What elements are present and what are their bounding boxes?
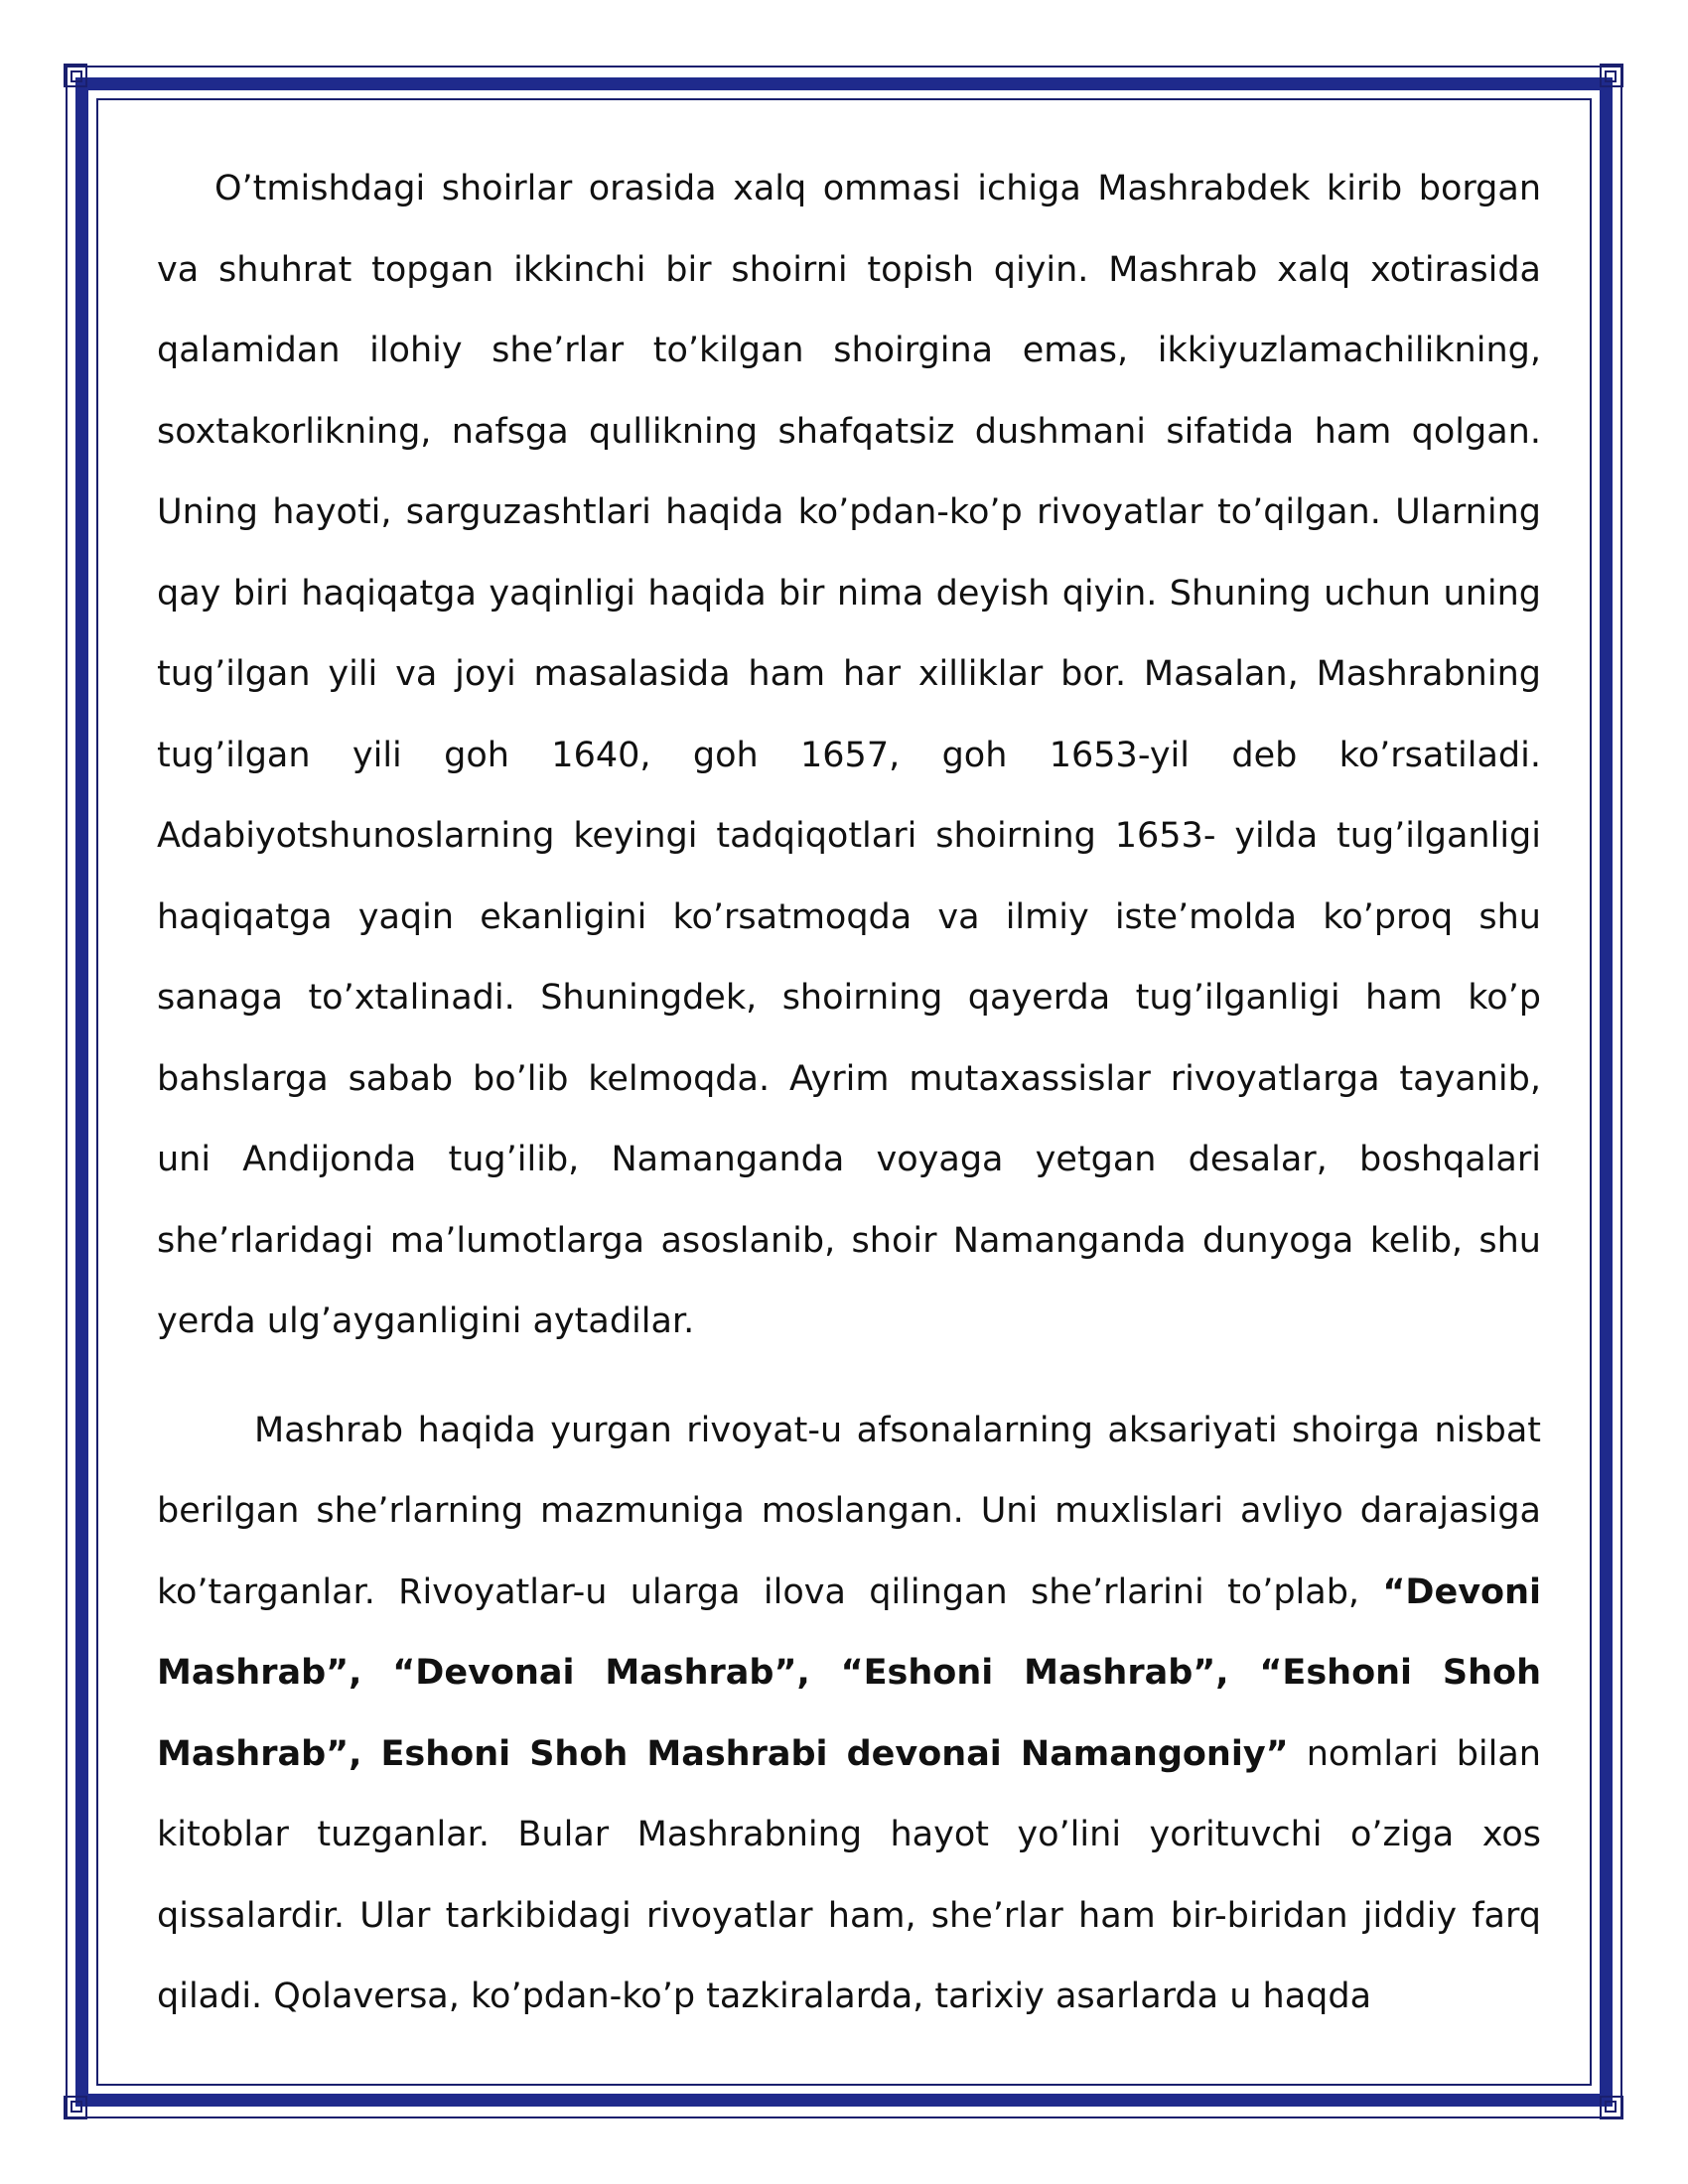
corner-ornament-top-left: [64, 64, 103, 103]
book-titles-bold: “Devoni Mashrab”, “Devonai Mashrab”, “Eshoni Mashrab”, “Eshoni Shoh Mashrab”, Eshoni Shoh Mashrabi devonai Namangoniy”: [157, 1571, 1541, 1774]
paragraph-2: [157, 1391, 1541, 2038]
document-body: [157, 149, 1541, 2038]
paragraph-1: O’tmishdagi shoirlar orasida xalq ommasi ichiga Mashrabdek kirib borgan va shuhrat topgan ikkinchi bir shoirni topish qiyin. Mashrab xalq xotirasida qalamidan ilohiy she’rlar to’kilgan shoirgina emas, ikkiyuzlamachilikning, soxtakorlikning, nafsga qullikning shafqatsiz dushmani sifatida ham qolgan. Uning hayoti, sarguzashtlari haqida ko’pdan-ko’p rivoyatlar to’qilgan. Ularning qay biri haqiqatga yaqinligi haqida bir nima deyish qiyin. Shuning uchun uning tug’ilgan yili va joyi masalasida ham har xilliklar bor. Masalan, Mashrabning tug’ilgan yili goh 1640, goh 1657, goh 1653-yil deb ko’rsatiladi. Adabiyotshunoslarning keyingi tadqiqotlari shoirning 1653- yilda tug’ilganligi haqiqatga yaqin ekanligini ko’rsatmoqda va ilmiy iste’molda ko’proq shu sanaga to’xtalinadi. Shuningdek, shoirning qayerda tug’ilganligi ham ko’p bahslarga sabab bo’lib kelmoqda. Ayrim mutaxassislar rivoyatlarga tayanib, uni Andijonda tug’ilib, Namanganda voyaga yetgan desalar, boshqalari she’rlaridagi ma’lumotlarga asoslanib, shoir Namanganda dunyoga kelib, shu yerda ulg’ayganligini aytadilar.: [157, 169, 1541, 1341]
paragraph-2-text-end: nomlari bilan kitoblar tuzganlar. Bular Mashrabning hayot yo’lini yorituvchi o’ziga xos qissalardir. Ular tarkibidagi rivoyatlar ham, she’rlar ham bir-biridan jiddiy farq qiladi. Qolaversa, ko’pdan-ko’p tazkiralarda, tarixiy asarlarda u haqda: [157, 1733, 1541, 2016]
corner-ornament-bottom-left: [64, 2081, 103, 2120]
corner-ornament-bottom-right: [1585, 2081, 1624, 2120]
paragraph-2-text-start: Mashrab haqida yurgan rivoyat-u afsonalarning aksariyati shoirga nisbat berilgan she’rlarning mazmuniga moslangan. Uni muxlislari avliyo darajasiga ko’targanlar. Rivoyatlar-u ularga ilova qilingan she’rlarini to’plab,: [157, 1410, 1541, 1612]
corner-ornament-top-right: [1585, 64, 1624, 103]
